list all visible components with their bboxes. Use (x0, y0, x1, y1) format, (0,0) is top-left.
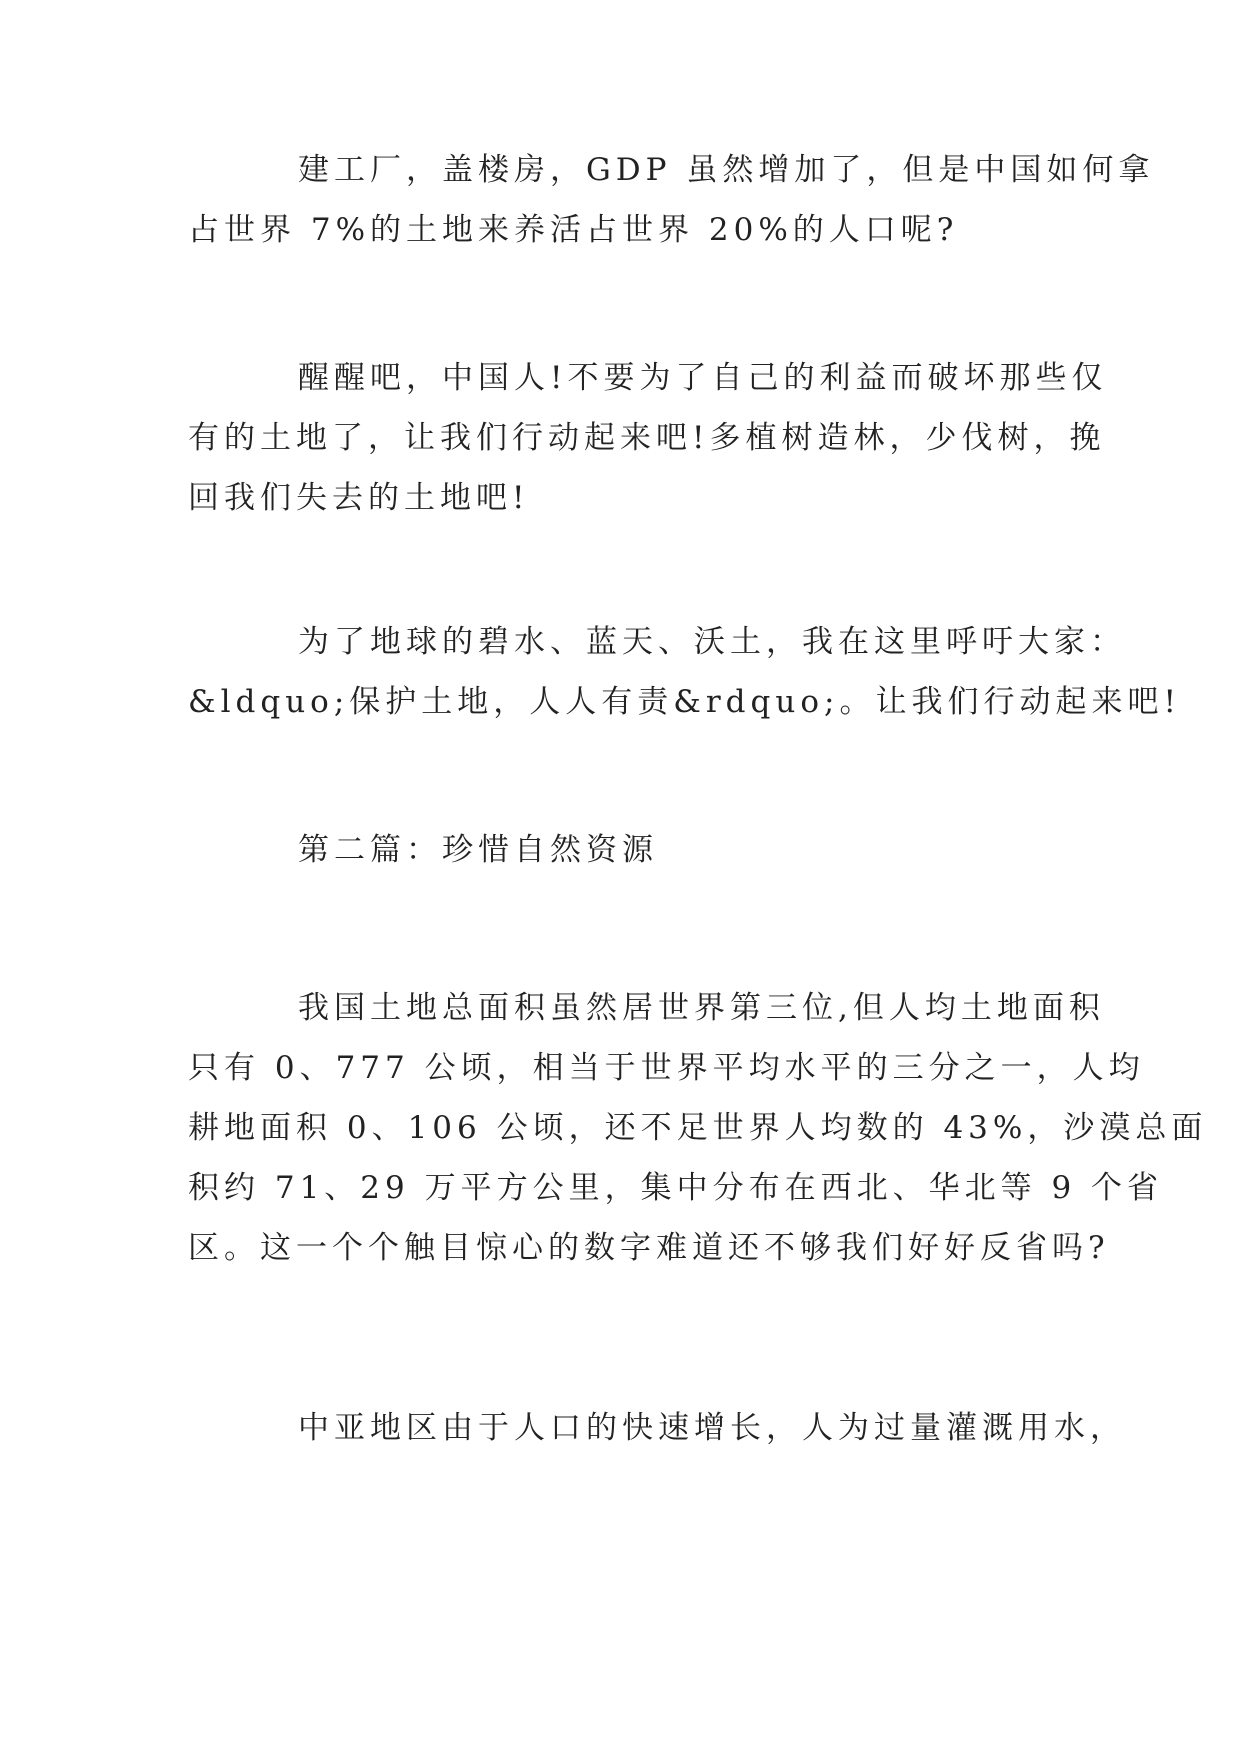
text-line: 有的土地了，让我们行动起来吧!多植树造林，少伐树，挽 (188, 420, 1106, 456)
paragraph-statistics (188, 978, 1208, 1278)
paragraph-central-asia (188, 1398, 1126, 1458)
text-line: 只有 0、777 公顷，相当于世界平均水平的三分之一，人均 (188, 1050, 1145, 1086)
text-line: 建工厂，盖楼房，GDP 虽然增加了，但是中国如何拿 (298, 152, 1155, 188)
paragraph-wake-up (188, 348, 1108, 528)
text-line: &ldquo;保护土地，人人有责&rdquo;。让我们行动起来吧! (188, 684, 1181, 720)
text-line: 积约 71、29 万平方公里，集中分布在西北、华北等 9 个省 (188, 1170, 1164, 1206)
text-line: 醒醒吧，中国人!不要为了自己的利益而破坏那些仅 (298, 360, 1108, 396)
text-line: 回我们失去的土地吧! (188, 480, 530, 516)
text-line: 为了地球的碧水、蓝天、沃土，我在这里呼吁大家： (298, 624, 1126, 660)
paragraph-land-gdp (188, 140, 1155, 260)
text-line: 占世界 7%的土地来养活占世界 20%的人口呢? (188, 212, 959, 248)
text-line: 区。这一个个触目惊心的数字难道还不够我们好好反省吗? (188, 1230, 1110, 1266)
text-line: 耕地面积 0、106 公顷，还不足世界人均数的 43%，沙漠总面 (188, 1110, 1208, 1146)
section-heading (188, 820, 1053, 880)
text-line: 我国土地总面积虽然居世界第三位,但人均土地面积 (298, 990, 1105, 1026)
text-line: 中亚地区由于人口的快速增长，人为过量灌溉用水， (298, 1410, 1126, 1446)
section-title: 第二篇：珍惜自然资源 (298, 832, 658, 868)
paragraph-appeal (188, 612, 1181, 732)
